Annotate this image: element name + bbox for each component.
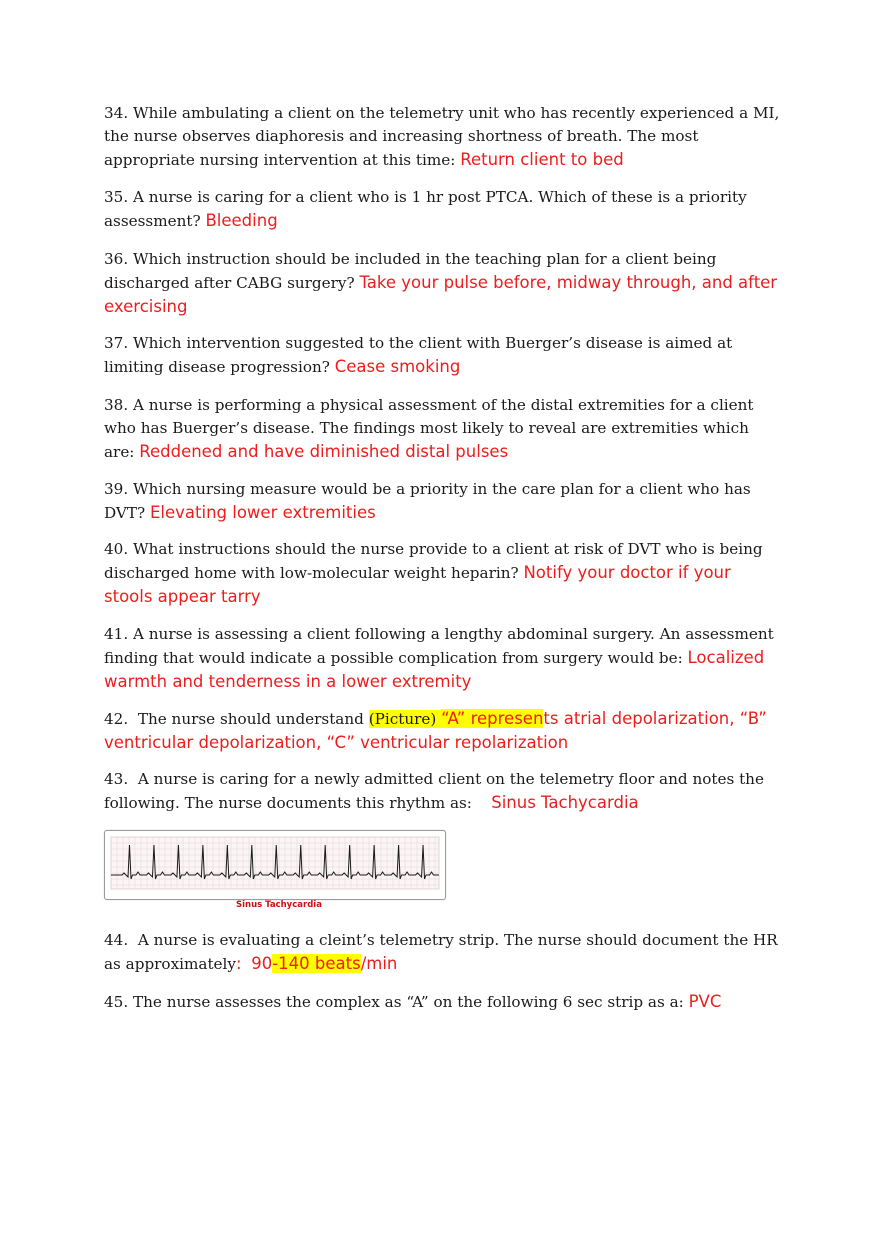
ecg-strip-image (104, 830, 446, 900)
answer-42: ts atrial depolarization, “B” ventricular depolarization, “C” ventricular repolarization (104, 709, 767, 752)
question-45: 45. The nurse assesses the complex as “A” on the following 6 sec strip as a: PVC (104, 992, 722, 1011)
answer-38: Reddened and have diminished distal pulses (139, 442, 509, 461)
highlight-picture: (Picture) (368, 710, 442, 728)
question-42: 42. The nurse should understand (Picture) “A” represents atrial depolarization, “B” ventricular depolarization, “C” ventricular repolarization (104, 709, 767, 752)
question-38: 38. A nurse is performing a physical assessment of the distal extremities for a client who has Buerger’s disease. The findings most likely to reveal are extremities which are: Reddened and have diminished distal pulses (104, 396, 754, 461)
question-40: 40. What instructions should the nurse provide to a client at risk of DVT who is being discharged home with low-molecular weight heparin? Notify your doctor if your stools appear tarry (104, 540, 763, 606)
answer-34: Return client to bed (460, 150, 624, 169)
answer-35: Bleeding (205, 211, 278, 230)
answer-44-a: 90 (251, 954, 273, 973)
question-43: 43. A nurse is caring for a newly admitted client on the telemetry floor and notes the following. The nurse documents this rhythm as: Sinus Tachycardia (104, 770, 764, 812)
answer-39: Elevating lower extremities (149, 503, 376, 522)
question-35: 35. A nurse is caring for a client who is 1 hr post PTCA. Which of these is a priority assessment? Bleeding (104, 188, 747, 230)
answer-37: Cease smoking (334, 357, 461, 376)
question-44: 44. A nurse is evaluating a cleint’s telemetry strip. The nurse should document the HR as approximately: 90-140 beats/min (104, 931, 778, 973)
answer-41: Localized warmth and tenderness in a lower extremity (104, 648, 765, 691)
ecg-caption: Sinus Tachycardia (236, 900, 322, 910)
question-34: 34. While ambulating a client on the telemetry unit who has recently experienced a MI, the nurse observes diaphoresis and increasing shortness of breath. The most appropriate nursing intervention at this time: Return client to bed (104, 104, 780, 169)
question-39: 39. Which nursing measure would be a priority in the care plan for a client who has DVT? Elevating lower extremities (104, 480, 751, 522)
answer-44-b: /min (360, 954, 398, 973)
answer-40: Notify your doctor if your stools appear tarry (104, 563, 731, 606)
question-41: 41. A nurse is assessing a client following a lengthy abdominal surgery. An assessment finding that would indicate a possible complication from surgery would be: Localized warmth and tenderness in a lower extremity (104, 625, 774, 691)
answer-44-highlight: -140 beats (272, 954, 361, 973)
answer-43: Sinus Tachycardia (491, 793, 639, 812)
question-36: 36. Which instruction should be included in the teaching plan for a client being discharged after CABG surgery? Take your pulse before, midway through, and after exercising (104, 250, 778, 316)
answer-36: Take your pulse before, midway through, and after exercising (104, 273, 778, 316)
question-37: 37. Which intervention suggested to the client with Buerger’s disease is aimed at limiting disease progression? Cease smoking (104, 334, 733, 376)
answer-45: PVC (688, 992, 722, 1011)
ecg-chart (105, 831, 445, 899)
answer-42-highlight: “A” represen (441, 709, 544, 728)
